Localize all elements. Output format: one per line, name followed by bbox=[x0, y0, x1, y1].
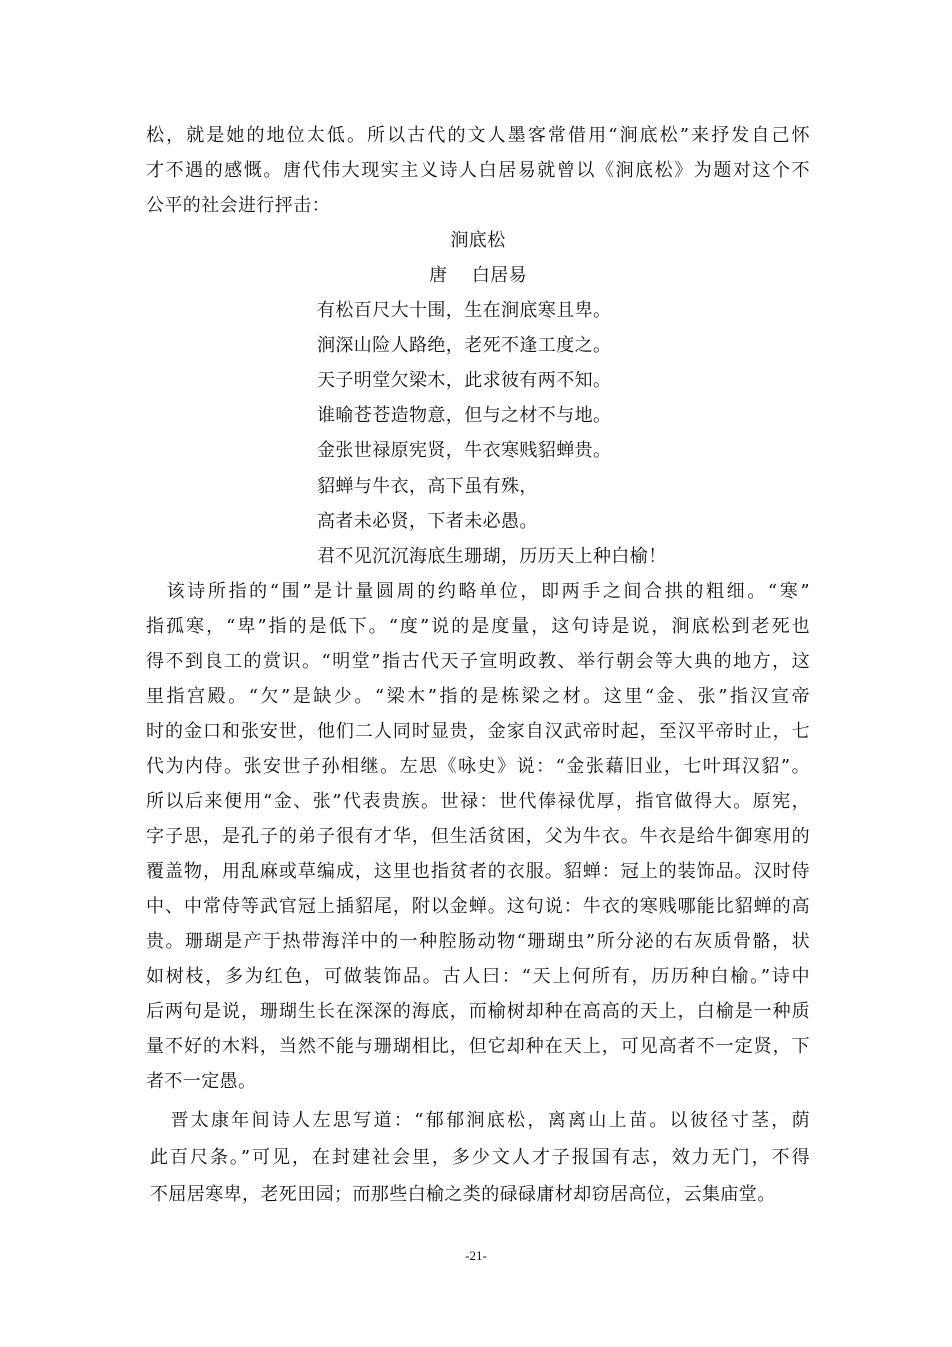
page-number: -21- bbox=[465, 1248, 487, 1263]
explanation-line-1: 该诗所指的“围”是计量圆周的约略单位，即两手之间合拱的粗细。“寒” bbox=[146, 581, 810, 602]
poem-line-3: 天子明堂欠梁木，此求彼有两不知。 bbox=[317, 370, 612, 391]
poem-line-6: 貂蝉与牛衣，高下虽有殊， bbox=[317, 476, 538, 497]
closing-line-2: 此百尺条。”可见，在封建社会里，多少文人才子报国有志，效力无门，不得 bbox=[150, 1147, 810, 1168]
explanation-line-5: 时的金口和张安世，他们二人同时显贵，金家自汉武帝时起，至汉平帝时止，七 bbox=[146, 721, 810, 742]
intro-line-1: 松，就是她的地位太低。所以古代的文人墨客常借用“涧底松”来抒发自己怀 bbox=[146, 125, 810, 146]
explanation-line-4: 里指宫殿。“欠”是缺少。“梁木”指的是栋梁之材。这里“金、张”指汉宣帝 bbox=[146, 686, 810, 707]
explanation-line-8: 字子思，是孔子的弟子很有才华，但生活贫困，父为牛衣。牛衣是给牛御寒用的 bbox=[146, 826, 810, 847]
explanation-line-2: 指孤寒，“卑”指的是低下。“度”说的是度量，这句诗是说，涧底松到老死也 bbox=[146, 616, 810, 637]
explanation-line-15: 者不一定愚。 bbox=[146, 1071, 257, 1092]
explanation-line-9: 覆盖物，用乱麻或草编成，这里也指贫者的衣服。貂蝉：冠上的装饰品。汉时侍 bbox=[146, 861, 810, 882]
explanation-line-6: 代为内侍。张安世子孙相继。左思《咏史》说：“金张藉旧业，七叶珥汉貂”。 bbox=[146, 756, 810, 777]
closing-line-3: 不屈居寒卑，老死田园；而那些白榆之类的碌碌庸材却窃居高位，云集庙堂。 bbox=[150, 1184, 776, 1205]
poem-line-7: 高者未必贤，下者未必愚。 bbox=[317, 511, 538, 532]
explanation-line-10: 中、中常侍等武官冠上插貂尾，附以金蝉。这句说：牛衣的寒贱哪能比貂蝉的高 bbox=[146, 896, 810, 917]
explanation-line-13: 后两句是说，珊瑚生长在深深的海底，而榆树却种在高高的天上，白榆是一种质 bbox=[146, 1001, 810, 1022]
explanation-line-7: 所以后来便用“金、张”代表贵族。世禄：世代俸禄优厚，指官做得大。原宪， bbox=[146, 791, 810, 812]
explanation-line-12: 如树枝，多为红色，可做装饰品。古人曰：“天上何所有，历历种白榆。”诗中 bbox=[146, 966, 810, 987]
poem-line-1: 有松百尺大十围，生在涧底寒且卑。 bbox=[317, 300, 612, 321]
intro-line-2: 才不遇的感慨。唐代伟大现实主义诗人白居易就曾以《涧底松》为题对这个不 bbox=[146, 160, 810, 181]
intro-line-3: 公平的社会进行抨击： bbox=[146, 195, 330, 216]
explanation-line-11: 贵。珊瑚是产于热带海洋中的一种腔肠动物“珊瑚虫”所分泌的右灰质骨骼，状 bbox=[146, 931, 810, 952]
poem-title: 涧底松 bbox=[450, 230, 506, 251]
poem-line-8: 君不见沉沉海底生珊瑚，历历天上种白榆！ bbox=[317, 546, 667, 567]
poem-author: 唐 白居易 bbox=[428, 265, 528, 286]
explanation-line-3: 得不到良工的赏识。“明堂”指古代天子宣明政教、举行朝会等大典的地方，这 bbox=[146, 651, 810, 672]
poem-line-4: 谁喻苍苍造物意，但与之材不与地。 bbox=[317, 405, 612, 426]
poem-line-5: 金张世禄原宪贤，牛衣寒贱貂蝉贵。 bbox=[317, 440, 612, 461]
poem-line-2: 涧深山险人路绝，老死不逢工度之。 bbox=[317, 335, 612, 356]
closing-line-1: 晋太康年间诗人左思写道：“郁郁涧底松，离离山上苗。以彼径寸茎，荫 bbox=[150, 1110, 810, 1131]
explanation-line-14: 量不好的木料，当然不能与珊瑚相比，但它却种在天上，可见高者不一定贤，下 bbox=[146, 1036, 810, 1057]
